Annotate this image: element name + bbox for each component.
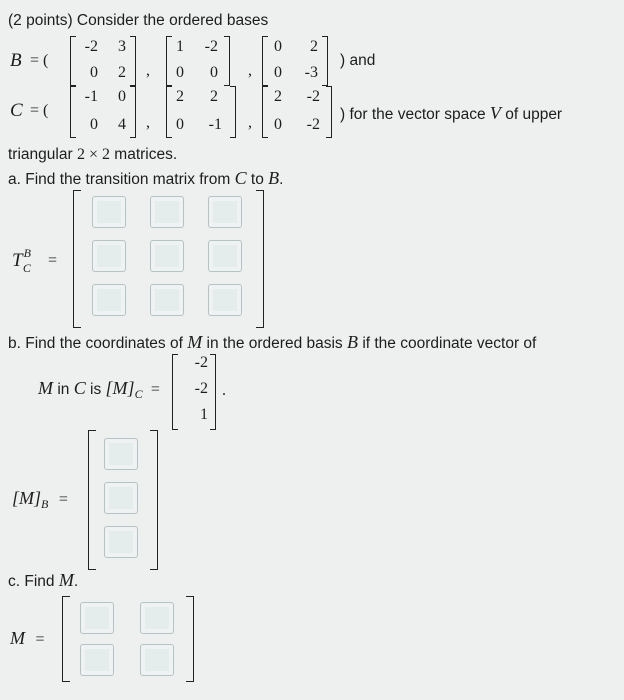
matrix-cell: -1: [208, 116, 222, 133]
part-a-prompt: a. Find the transition matrix from C to B.: [8, 168, 284, 188]
answer-box-MB-2[interactable]: [104, 482, 138, 514]
matrix-cell: 0: [118, 88, 126, 105]
matrix-cell: 2: [274, 88, 282, 105]
answer-box-M-2-2[interactable]: [140, 644, 174, 676]
matrix-cell: 0: [90, 116, 98, 133]
vector-entry: -2: [194, 380, 208, 397]
matrix-cell: -3: [304, 64, 318, 81]
matrix-cell: 4: [118, 116, 126, 133]
matrix-cell: 0: [176, 64, 184, 81]
equals-sign: =: [48, 252, 58, 269]
matrix-cell: 0: [274, 116, 282, 133]
matrix-cell: 0: [274, 64, 282, 81]
answer-box-M-1-1[interactable]: [80, 602, 114, 634]
answer-box-T-3-3[interactable]: [208, 284, 242, 316]
basis-C-label: C: [10, 100, 23, 121]
matrix-cell: 2: [176, 88, 184, 105]
matrix-cell: 0: [210, 64, 218, 81]
answer-box-M-2-1[interactable]: [80, 644, 114, 676]
vector-entry: 1: [200, 406, 208, 423]
answer-box-T-2-1[interactable]: [92, 240, 126, 272]
matrix-cell: -1: [84, 88, 98, 105]
matrix-cell: -2: [84, 38, 98, 55]
answer-box-MB-3[interactable]: [104, 526, 138, 558]
matrix-cell: -2: [306, 88, 320, 105]
matrix-cell: 1: [176, 38, 184, 55]
period: .: [222, 382, 226, 399]
intro-text: (2 points) Consider the ordered bases: [8, 12, 269, 29]
part-c-prompt: c. Find M.: [8, 570, 79, 590]
comma: ,: [146, 114, 150, 131]
answer-box-M-1-2[interactable]: [140, 602, 174, 634]
answer-box-T-1-2[interactable]: [150, 196, 184, 228]
answer-box-T-1-1[interactable]: [92, 196, 126, 228]
matrix-cell: -2: [204, 38, 218, 55]
and-text: ) and: [340, 52, 376, 69]
answer-box-T-3-2[interactable]: [150, 284, 184, 316]
MB-label: $[M]_B$ =: [12, 488, 68, 511]
part-b-prompt: b. Find the coordinates of M in the ordered basis B if the coordinate vector of: [8, 332, 537, 352]
answer-box-T-3-1[interactable]: [92, 284, 126, 316]
comma: ,: [146, 62, 150, 79]
basis-C-open: = (: [30, 102, 49, 119]
for-vector-space-text: ) for the vector space V of upper: [340, 103, 563, 123]
basis-B-open: = (: [30, 52, 49, 69]
answer-box-T-2-3[interactable]: [208, 240, 242, 272]
matrix-cell: 2: [210, 88, 218, 105]
comma: ,: [248, 62, 252, 79]
matrix-cell: 2: [118, 64, 126, 81]
triangular-text: triangular 2 × 2 matrices.: [8, 146, 178, 163]
matrix-cell: 0: [274, 38, 282, 55]
vector-entry: -2: [194, 354, 208, 371]
answer-box-T-1-3[interactable]: [208, 196, 242, 228]
matrix-cell: 0: [90, 64, 98, 81]
matrix-cell: 3: [118, 38, 126, 55]
basis-B-label: B: [10, 50, 22, 71]
transition-matrix-label: $T^B_C$: [12, 246, 31, 275]
M-label: M =: [10, 628, 45, 648]
answer-box-MB-1[interactable]: [104, 438, 138, 470]
comma: ,: [248, 114, 252, 131]
matrix-cell: -2: [306, 116, 320, 133]
matrix-cell: 0: [176, 116, 184, 133]
matrix-cell: 2: [310, 38, 318, 55]
part-b-line2: M in C is $[M]_C$ =: [38, 378, 160, 401]
answer-box-T-2-2[interactable]: [150, 240, 184, 272]
